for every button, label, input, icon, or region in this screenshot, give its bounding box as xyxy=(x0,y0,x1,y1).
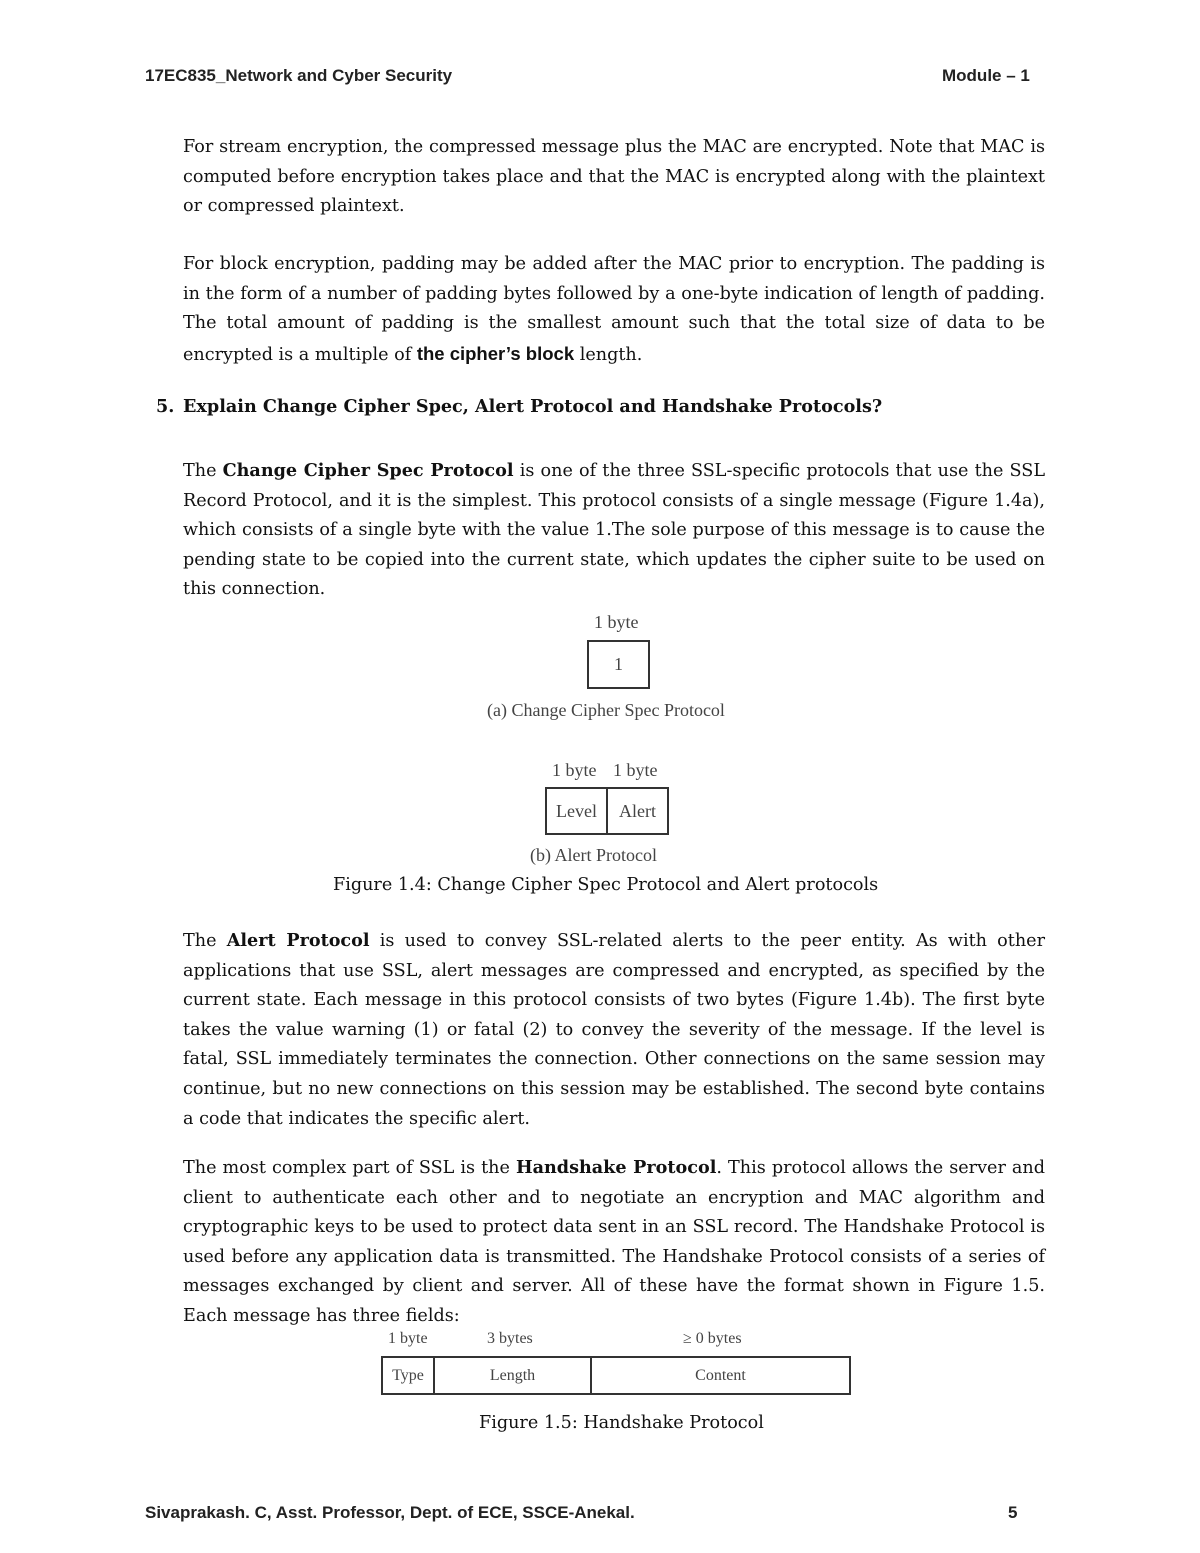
ccs-size-label: 1 byte xyxy=(594,612,639,632)
alert-level-size-label: 1 byte xyxy=(552,760,597,780)
paragraph-alert-protocol xyxy=(183,926,1045,1134)
block-text-end: length. xyxy=(574,344,643,365)
hs-text-end: . This protocol allows the server and client to authenticate each other and to negotiate an encryption and MAC algorithm and cryptographic keys to be used to protect data sent in an SSL record. The Handshake Protocol is used before any application data is transmitted. The Handshake Protocol consists of a series of messages exchanged by client and server. All of these have the format shown in Figure 1.5. Each message has three fields: xyxy=(183,1158,1045,1326)
hs-length-field: Length xyxy=(433,1356,592,1395)
alert-alert-box: Alert xyxy=(606,787,669,835)
block-text-start: For block encryption, padding may be added after the MAC prior to encryption. The padding is in the form of a number of padding bytes followed by a one-byte indication of length of padding. The total amount of padding is the smallest amount such that the total size of data to be encrypted is a multiple of xyxy=(183,254,1045,365)
paragraph-stream-encryption: For stream encryption, the compressed message plus the MAC are encrypted. Note that MAC is computed before encryption takes place and that the MAC is encrypted along with the plaintext or compressed plaintext. xyxy=(183,137,1045,217)
alert-text-end: is used to convey SSL-related alerts to the peer entity. As with other applications that use SSL, alert messages are compressed and encrypted, as specified by the current state. Each message in this protocol consists of two bytes (Figure 1.4b). The first byte takes the value warning (1) or fatal (2) to convey the severity of the message. If the level is fatal, SSL immediately terminates the connection. Other connections on the same session may continue, but no new connections on this session may be established. The second byte contains a code that indicates the specific alert. xyxy=(183,931,1046,1129)
alert-figure-label: (b) Alert Protocol xyxy=(530,845,657,865)
ccs-text-start: The xyxy=(183,461,223,481)
hs-content-field: Content xyxy=(590,1356,851,1395)
question-number: 5. xyxy=(156,396,175,417)
hs-type-size-label: 1 byte xyxy=(388,1330,428,1347)
hs-length-size-label: 3 bytes xyxy=(487,1330,533,1347)
hs-content-size-label: ≥ 0 bytes xyxy=(683,1330,742,1347)
block-text-bold: the cipher’s block xyxy=(416,342,575,364)
alert-alert-size-label: 1 byte xyxy=(613,760,658,780)
paragraph-handshake-protocol xyxy=(183,1153,1045,1332)
paragraph-change-cipher-spec xyxy=(183,456,1045,605)
question-text: Explain Change Cipher Spec, Alert Protocol and Handshake Protocols? xyxy=(183,396,883,417)
question-heading xyxy=(156,396,882,417)
ccs-figure-label: (a) Change Cipher Spec Protocol xyxy=(487,700,725,720)
hs-type-field: Type xyxy=(381,1356,435,1395)
header-course: 17EC835_Network and Cyber Security xyxy=(145,66,453,85)
alert-level-box: Level xyxy=(545,787,608,835)
figure-1-4-caption: Figure 1.4: Change Cipher Spec Protocol and Alert protocols xyxy=(333,875,879,895)
page-number: 5 xyxy=(1008,1503,1018,1522)
paragraph-block-encryption xyxy=(183,250,1045,370)
hs-text-bold: Handshake Protocol xyxy=(515,1157,717,1178)
ccs-text-end: is one of the three SSL-specific protocols that use the SSL Record Protocol, and it is the simplest. This protocol consists of a single message (Figure 1.4a), which consists of a single byte with the value 1.The sole purpose of this message is to cause the pending state to be copied into the current state, which updates the cipher suite to be used on this connection. xyxy=(183,461,1046,600)
alert-text-bold: Alert Protocol xyxy=(226,930,370,951)
ccs-text-bold: Change Cipher Spec Protocol xyxy=(222,460,514,481)
footer-author: Sivaprakash. C, Asst. Professor, Dept. of ECE, SSCE-Anekal. xyxy=(145,1503,635,1522)
header-module: Module – 1 xyxy=(942,66,1030,85)
figure-1-5-caption: Figure 1.5: Handshake Protocol xyxy=(479,1413,764,1433)
alert-text-start: The xyxy=(183,931,227,951)
ccs-byte-box: 1 xyxy=(587,640,650,689)
hs-text-start: The most complex part of SSL is the xyxy=(183,1158,516,1178)
